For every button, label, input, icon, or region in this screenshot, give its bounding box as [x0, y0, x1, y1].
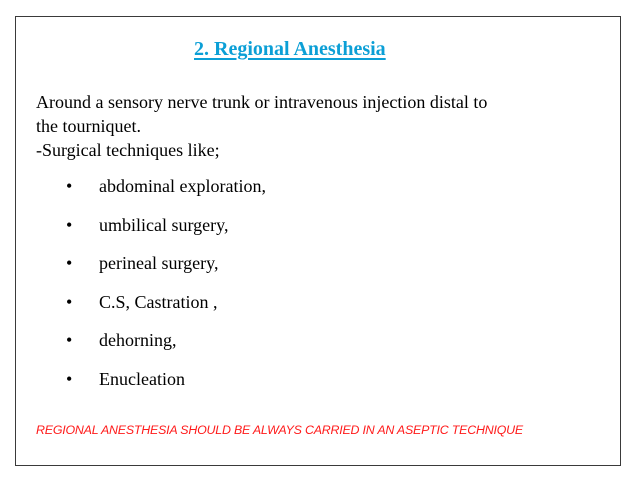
surgical-techniques-list [0, 174, 638, 405]
list-item-text: abdominal exploration, [99, 176, 266, 196]
bullet-icon: • [66, 253, 73, 273]
list-item [0, 328, 638, 367]
list-item-text: C.S, Castration , [99, 291, 218, 312]
intro-line: Around a sensory nerve trunk or intravenous injection distal to [36, 92, 488, 112]
list-item-text: umbilical surgery, [99, 214, 229, 235]
slide-title: 2. Regional Anesthesia [194, 38, 386, 60]
aseptic-technique-note: REGIONAL ANESTHESIA SHOULD BE ALWAYS CARRIED IN AN ASEPTIC TECHNIQUE [36, 423, 523, 437]
list-item [0, 251, 638, 290]
list-item [0, 290, 638, 329]
list-item [0, 367, 638, 406]
intro-line: the tourniquet. [36, 116, 141, 136]
intro-text [36, 90, 596, 162]
bullet-icon: • [66, 214, 73, 235]
list-item-text: Enucleation [99, 368, 185, 389]
bullet-icon: • [66, 368, 73, 389]
bullet-icon: • [66, 291, 73, 312]
list-item [0, 174, 638, 213]
bullet-icon: • [66, 176, 73, 196]
bullet-icon: • [66, 330, 73, 350]
list-item-text: perineal surgery, [99, 253, 219, 273]
list-item-text: dehorning, [99, 330, 177, 350]
intro-line: -Surgical techniques like; [36, 140, 220, 160]
list-item [0, 213, 638, 252]
